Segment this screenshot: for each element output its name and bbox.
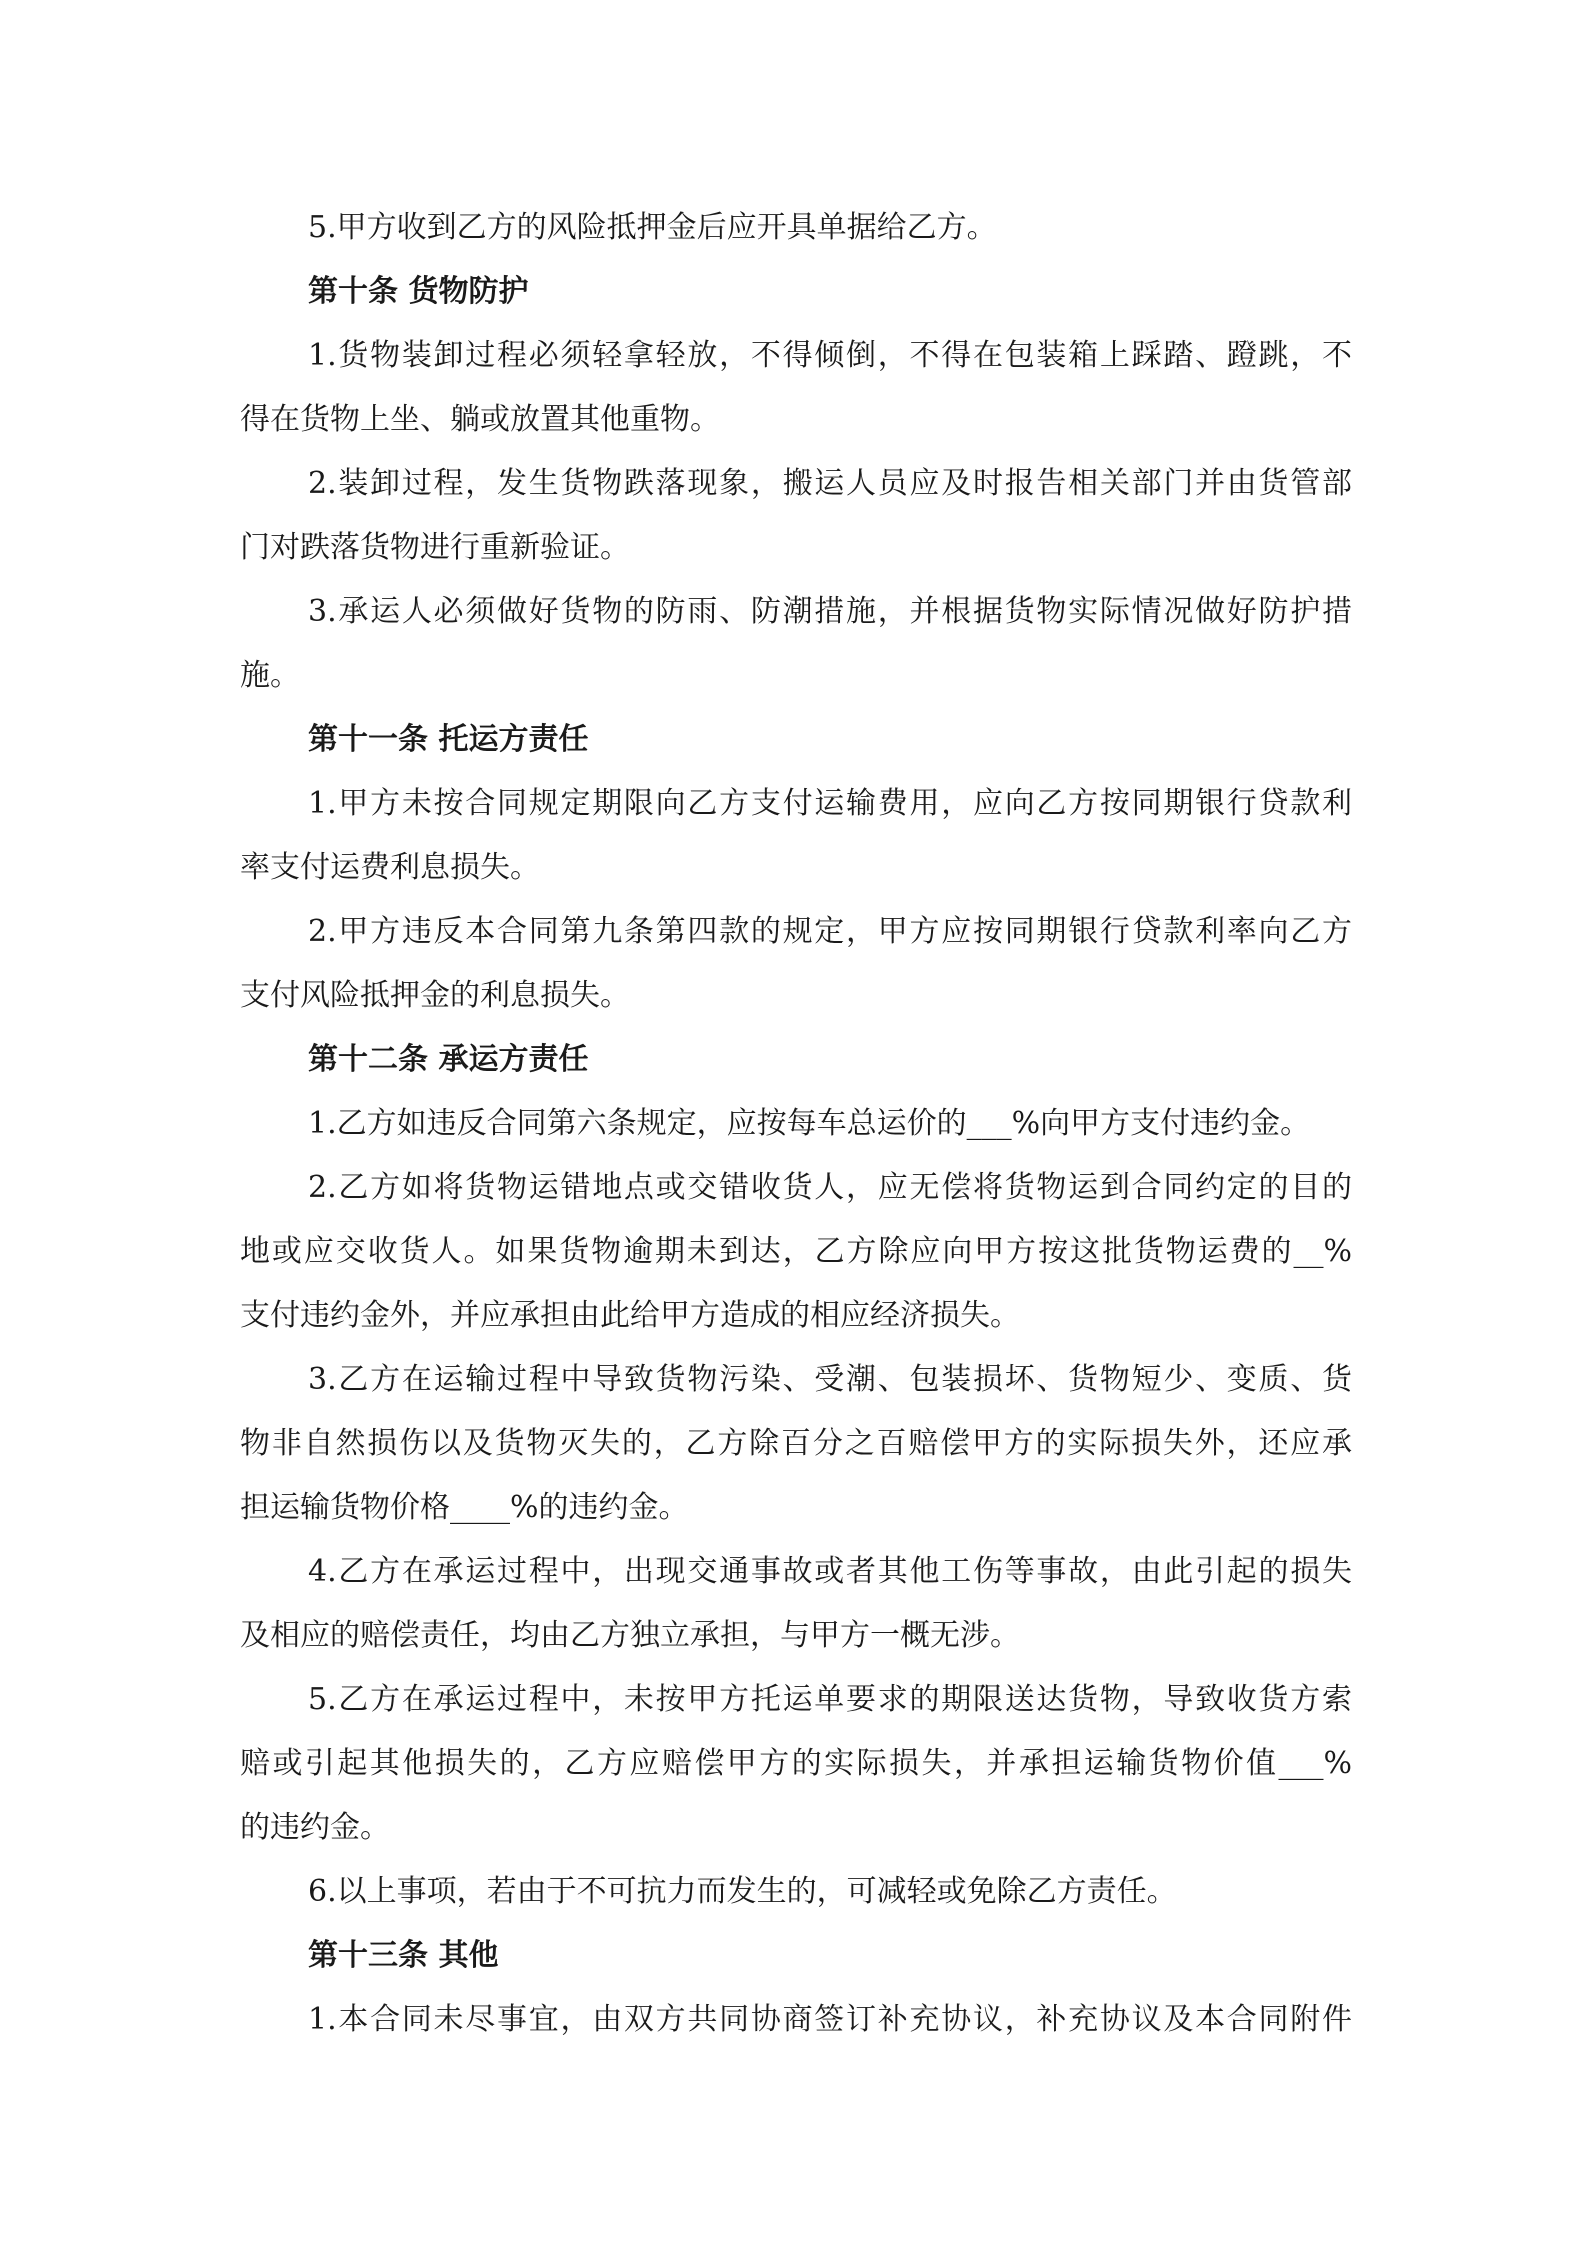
article-11-heading: 第十一条 托运方责任 <box>308 722 589 757</box>
article-12-item-3-line-1: 3.乙方在运输过程中导致货物污染、受潮、包装损坏、货物短少、变质、货 <box>308 1362 1352 1397</box>
article-13-item-1-line-1: 1.本合同未尽事宜，由双方共同协商签订补充协议，补充协议及本合同附件 <box>308 2002 1352 2037</box>
article-10-item-3-line-2: 施。 <box>240 658 300 693</box>
article-11-item-2-line-2: 支付风险抵押金的利息损失。 <box>240 978 630 1013</box>
article-12-heading: 第十二条 承运方责任 <box>308 1042 589 1077</box>
article-10-item-3-line-1: 3.承运人必须做好货物的防雨、防潮措施，并根据货物实际情况做好防护措 <box>308 594 1352 629</box>
article-11-item-1-line-1: 1.甲方未按合同规定期限向乙方支付运输费用，应向乙方按同期银行贷款利 <box>308 786 1352 821</box>
article-12-item-4-line-2: 及相应的赔偿责任，均由乙方独立承担，与甲方一概无涉。 <box>240 1618 1020 1653</box>
article-12-item-6: 6.以上事项，若由于不可抗力而发生的，可减轻或免除乙方责任。 <box>308 1874 1177 1909</box>
article-12-item-3-line-3: 担运输货物价格____%的违约金。 <box>240 1490 689 1525</box>
article-12-item-1: 1.乙方如违反合同第六条规定，应按每车总运价的___%向甲方支付违约金。 <box>308 1106 1311 1141</box>
article-12-item-2-line-3: 支付违约金外，并应承担由此给甲方造成的相应经济损失。 <box>240 1298 1020 1333</box>
article-10-heading: 第十条 货物防护 <box>308 274 529 309</box>
article-12-item-5-line-2: 赔或引起其他损失的，乙方应赔偿甲方的实际损失，并承担运输货物价值___% <box>240 1746 1352 1781</box>
article-11-item-2-line-1: 2.甲方违反本合同第九条第四款的规定，甲方应按同期银行贷款利率向乙方 <box>308 914 1352 949</box>
clause-9-item-5: 5.甲方收到乙方的风险抵押金后应开具单据给乙方。 <box>308 210 997 245</box>
article-10-item-1-line-1: 1.货物装卸过程必须轻拿轻放，不得倾倒，不得在包装箱上踩踏、蹬跳，不 <box>308 338 1352 373</box>
article-12-item-2-line-2: 地或应交收货人。如果货物逾期未到达，乙方除应向甲方按这批货物运费的__% <box>240 1234 1352 1269</box>
article-10-item-2-line-2: 门对跌落货物进行重新验证。 <box>240 530 630 565</box>
document-page <box>240 196 1352 2052</box>
article-12-item-5-line-3: 的违约金。 <box>240 1810 390 1845</box>
article-10-item-1-line-2: 得在货物上坐、躺或放置其他重物。 <box>240 402 720 437</box>
article-12-item-3-line-2: 物非自然损伤以及货物灭失的，乙方除百分之百赔偿甲方的实际损失外，还应承 <box>240 1426 1352 1461</box>
article-12-item-4-line-1: 4.乙方在承运过程中，出现交通事故或者其他工伤等事故，由此引起的损失 <box>308 1554 1352 1589</box>
article-10-item-2-line-1: 2.装卸过程，发生货物跌落现象，搬运人员应及时报告相关部门并由货管部 <box>308 466 1352 501</box>
article-12-item-2-line-1: 2.乙方如将货物运错地点或交错收货人，应无偿将货物运到合同约定的目的 <box>308 1170 1352 1205</box>
article-13-heading: 第十三条 其他 <box>308 1938 499 1973</box>
article-11-item-1-line-2: 率支付运费利息损失。 <box>240 850 540 885</box>
article-12-item-5-line-1: 5.乙方在承运过程中，未按甲方托运单要求的期限送达货物，导致收货方索 <box>308 1682 1352 1717</box>
